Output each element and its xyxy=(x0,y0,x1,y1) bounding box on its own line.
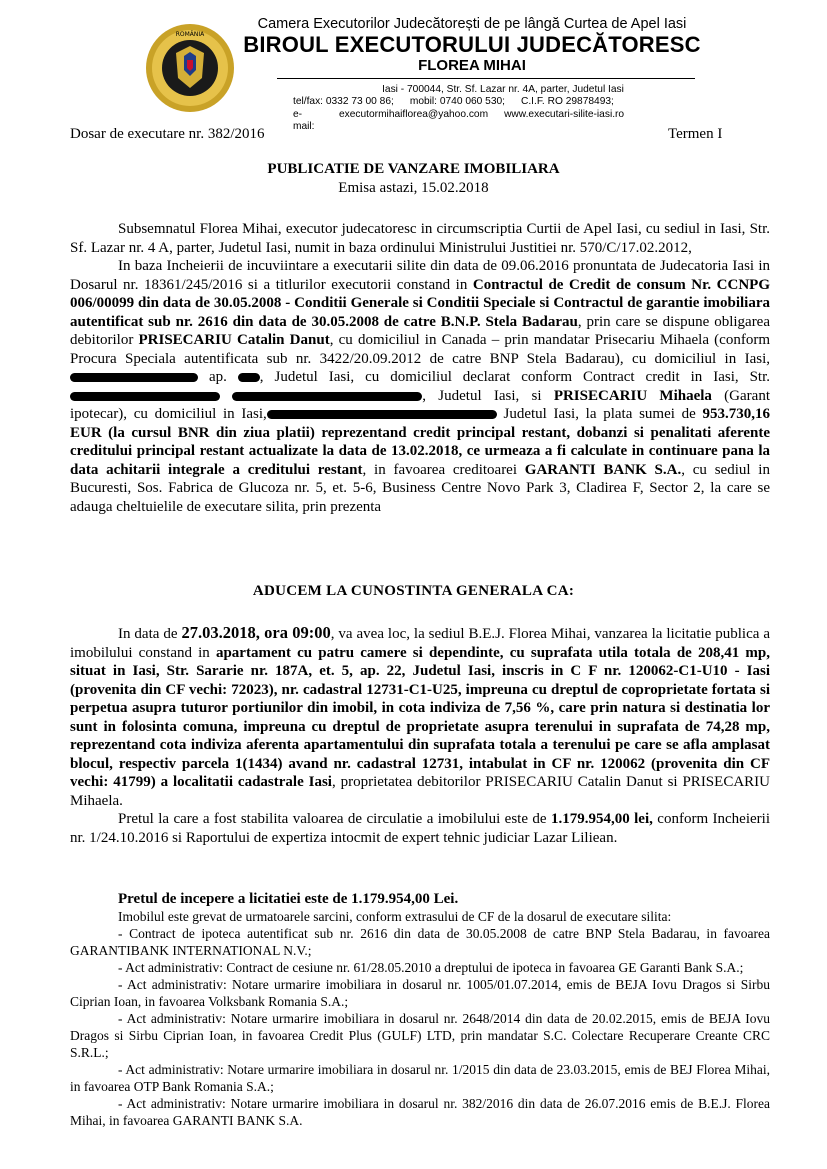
case-number: Dosar de executare nr. 382/2016 xyxy=(70,126,265,142)
email-row xyxy=(293,109,713,134)
intro-section xyxy=(70,220,770,516)
email-label: e-mail: xyxy=(293,108,315,133)
seal-logo xyxy=(144,22,236,114)
paragraph-basis: In baza Incheierii de incuviintare a executarii silite din data de 09.06.2016 pronuntata de Judecatoria Iasi in Dosarul nr. 18361/245/2016 si a titlurilor executorii constand in Contractul de Credit de consum Nr. CCNPG 006/00099 din data de 30.05.2008 - Conditii Generale si Conditii Speciale si Contractul de garantie imobiliara autentificat sub nr. 2616 din data de 30.05.2008 de catre B.N.P. Stela Badarau, prin care se dispune obligarea debitorilor PRISECARIU Catalin Danut, cu domiciliul in Canada – prin mandatar Prisecariu Mihaela (conform Procura Speciala autentificata sub nr. 3422/20.09.2012 de catre BNP Stela Badarau), cu domiciliul in Iasi, ap. , Judetul Iasi, cu domiciliul declarat conform Contract credit in Iasi, Str. , Judetul Iasi, si PRISECARIU Mihaela (Garant ipotecar), cu domiciliul in Iasi, Judetul Iasi, la plata sumei de 953.730,16 EUR (la cursul BNR din ziua platii) reprezentand credit principal restant, dobanzi si penalitati aferente creditului principal restant actualizate la data de 13.02.2018, ce urmeaza a fi calculate in continuare pana la data achitarii integrale a creditului restant, in favoarea creditoarei GARANTI BANK S.A., cu sediul in Bucuresti, Sos. Fabrica de Glucoza nr. 5, et. 5-6, Business Centre Novo Park 3, Cladirea F, Sector 2, la care se adauga cheltuielile de executare silita, prin prezenta xyxy=(70,258,771,515)
letterhead xyxy=(237,16,707,82)
burden-item: - Contract de ipoteca autentificat sub nr. 2616 din data de 30.05.2008 de catre BNP Stela Badarau, in favoarea GARANTIBANK INTERNATIONAL N.V.; xyxy=(70,926,770,958)
paragraph-bailiff: Subsemnatul Florea Mihai, executor judecatoresc in circumscriptia Curtii de Apel Iasi, cu sediul in Iasi, Str. Sf. Lazar nr. 4 A, parter, Judetul Iasi, numit in baza ordinului Ministrului Justitiei nr. 570/C/17.02.2012, xyxy=(70,221,770,256)
cif: C.I.F. RO 29878493; xyxy=(520,96,614,108)
burden-item: - Act administrativ: Notare urmarire imobiliara in dosarul nr. 1/2015 din data de 23.03.2015, emis de BEJ Florea Mihai, in favoarea OTP Bank Romania S.A.; xyxy=(70,1062,770,1094)
svg-text:ROMÂNIA: ROMÂNIA xyxy=(175,31,205,38)
phone-row xyxy=(293,96,713,108)
website-link[interactable]: www.executari-silite-iasi.ro xyxy=(504,108,625,120)
term: Termen I xyxy=(668,126,723,142)
announcement-heading: ADUCEM LA CUNOSTINTA GENERALA CA: xyxy=(252,583,575,599)
mobile: mobil: 0740 060 530; xyxy=(409,96,505,108)
chamber-name: Camera Executorilor Judecătorești de pe lângă Curtea de Apel Iasi xyxy=(257,16,687,32)
redacted-address xyxy=(238,373,260,382)
burden-item: - Act administrativ: Notare urmarire imobiliara in dosarul nr. 1005/01.07.2014, emis de BEJA Iovu Dragos si Sirbu Ciprian Ioan, in favoarea Volksbank Romania S.A.; xyxy=(70,977,770,1009)
document-title: PUBLICATIE DE VANZARE IMOBILIARA xyxy=(267,161,560,177)
burden-item: - Act administrativ: Notare urmarire imobiliara in dosarul nr. 382/2016 din data de 26.07.2016 emis de B.E.J. Florea Mihai, in favoarea GARANTI BANK S.A. xyxy=(70,1096,770,1128)
redacted-address xyxy=(232,392,422,401)
email-link[interactable]: executormihaiflorea@yahoo.com xyxy=(339,108,489,120)
redacted-address xyxy=(70,392,220,401)
telfax: tel/fax: 0332 73 00 86; xyxy=(293,96,394,108)
issue-date: Emisa astazi, 15.02.2018 xyxy=(338,180,489,196)
header-rule xyxy=(277,78,695,79)
paragraph-valuation: Pretul la care a fost stabilita valoarea de circulatie a imobilului este de 1.179.954,00 lei, conform Incheierii nr. 1/24.10.2016 si Raportului de expertiza intocmit de expert tehnic judiciar Lazar Liliean. xyxy=(70,811,770,846)
bailiff-name: FLOREA MIHAI xyxy=(418,57,526,74)
burden-item: - Act administrativ: Notare urmarire imobiliara in dosarul nr. 2648/2014 din data de 20.02.2015, emis de BEJA Iovu Dragos si Sirbu Ciprian Ioan, in favoarea Credit Plus (GULF) LTD, prin mandatar S.C. Colectare Recuperare Creante CRC S.R.L.; xyxy=(70,1011,770,1060)
redacted-address xyxy=(70,373,198,382)
burdens-section xyxy=(70,891,770,1129)
burden-item: - Act administrativ: Contract de cesiune nr. 61/28.05.2010 a dreptului de ipoteca in favoarea GE Garanti Bank S.A.; xyxy=(118,960,744,975)
contact-block xyxy=(293,84,713,134)
office-address: Iasi - 700044, Str. Sf. Lazar nr. 4A, parter, Judetul Iasi xyxy=(382,84,624,95)
sale-section xyxy=(70,624,770,847)
start-price: Pretul de incepere a licitatiei este de 1.179.954,00 Lei. xyxy=(118,891,459,907)
redacted-address xyxy=(267,410,497,419)
office-name: BIROUL EXECUTORULUI JUDECĂTORESC xyxy=(243,32,701,57)
paragraph-sale: In data de 27.03.2018, ora 09:00, va avea loc, la sediul B.E.J. Florea Mihai, vanzarea la licitatie publica a imobilului constand in apartament cu patru camere si dependinte, cu suprafata utila totala de 208,41 mp, situat in Iasi, Str. Sararie nr. 187A, et. 5, ap. 22, Judetul Iasi, inscris in C F nr. 120062-C1-U10 - Iasi (provenita din CF vechi: 72023), nr. cadastral 12731-C1-U25, impreuna cu dreptul de coproprietate fortata si perpetua asupra tuturor portiunilor din imobil, in cota indiviza de 7,56 %, care prin natura si destinatia lor sunt in folosinta comuna, impreuna cu dreptul de proprietate asupra terenului in suprafata de 74,28 mp, reprezentand cota indiviza aferenta apartamentului din suprafata totala a terenului pe care se afla amplasat blocul, respectiv parcela 1(1434) avand nr. cadastral 12731, intabulat in CF nr. 120062 (provenita din CF vechi: 41799) a localitatii cadastrale Iasi, proprietatea debitorilor PRISECARIU Catalin Danut si PRISECARIU Mihaela. xyxy=(70,623,770,809)
burdens-intro: Imobilul este grevat de urmatoarele sarcini, conform extrasului de CF de la dosarul de executare silita: xyxy=(118,909,672,924)
